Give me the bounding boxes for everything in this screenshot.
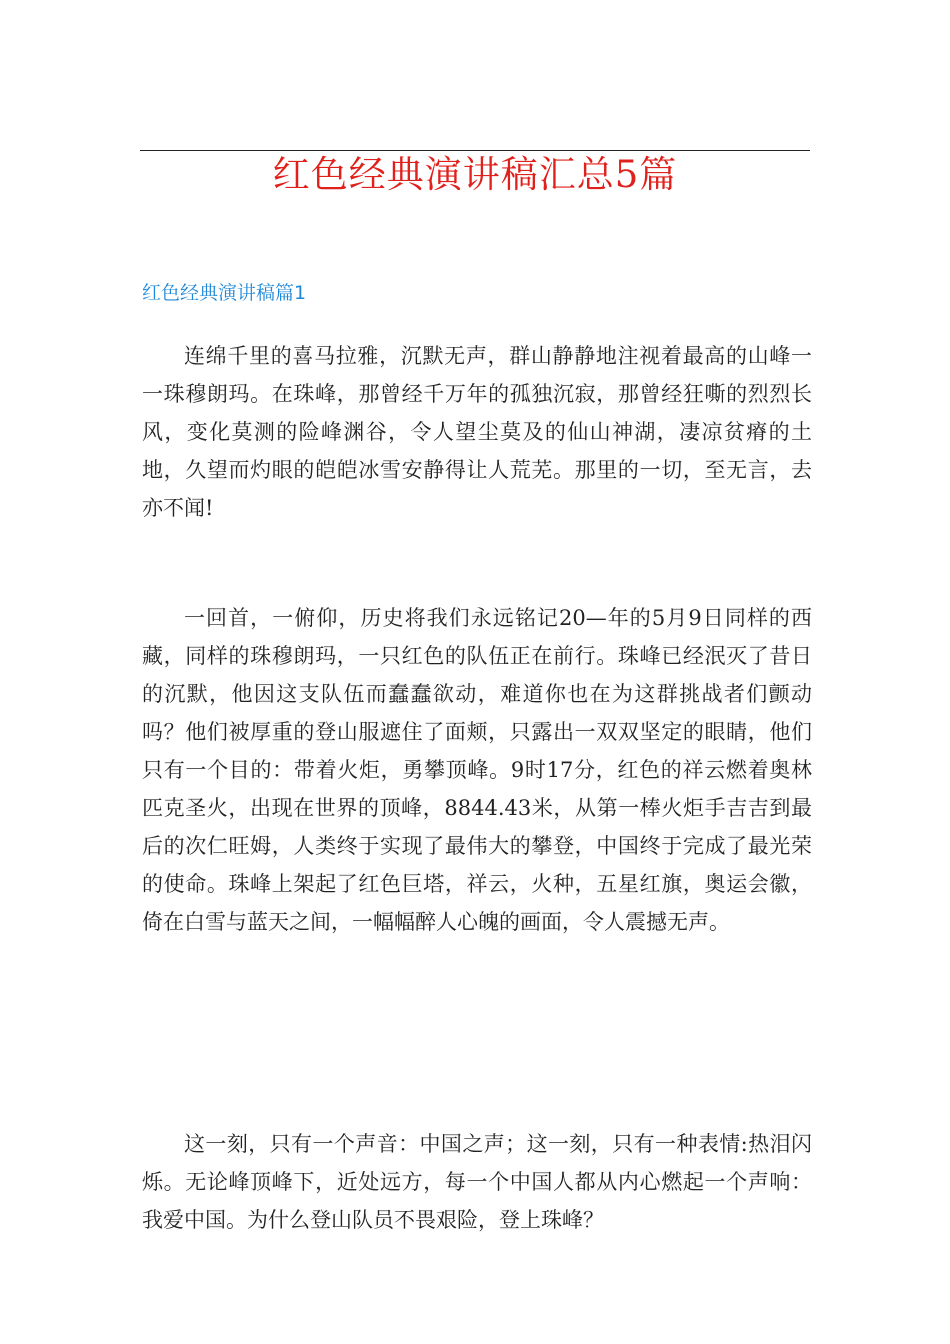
document-title: 红色经典演讲稿汇总5篇 bbox=[272, 153, 678, 196]
paragraph-1: 连绵千里的喜马拉雅，沉默无声，群山静静地注视着最高的山峰一一珠穆朗玛。在珠峰，那曾经千万年的孤独沉寂，那曾经狂嘶的烈烈长风，变化莫测的险峰渊谷，令人望尘莫及的仙山神湖，凄凉贫瘠的土地，久望而灼眼的皑皑冰雪安静得让人荒芜。那里的一切，至无言，去亦不闻! bbox=[142, 344, 812, 520]
section-heading: 红色经典演讲稿篇1 bbox=[142, 282, 307, 304]
paragraph-3: 这一刻，只有一个声音：中国之声；这一刻，只有一种表情:热泪闪烁。无论峰顶峰下，近处远方，每一个中国人都从内心燃起一个声响：我爱中国。为什么登山队员不畏艰险，登上珠峰？ bbox=[142, 1132, 812, 1232]
paragraph-2: 一回首，一俯仰，历史将我们永远铭记20—年的5月9日同样的西藏，同样的珠穆朗玛，一只红色的队伍正在前行。珠峰已经泯灭了昔日的沉默，他因这支队伍而蠢蠢欲动，难道你也在为这群挑战者们颤动吗？他们被厚重的登山服遮住了面颊，只露出一双双坚定的眼睛，他们只有一个目的：带着火炬，勇攀顶峰。9时17分，红色的祥云燃着奥林匹克圣火，出现在世界的顶峰，8844.43米，从第一棒火炬手吉吉到最后的次仁旺姆，人类终于实现了最伟大的攀登，中国终于完成了最光荣的使命。珠峰上架起了红色巨塔，祥云，火种，五星红旗，奥运会徽，倚在白雪与蓝天之间，一幅幅醉人心魄的画面，令人震撼无声。 bbox=[142, 606, 812, 934]
